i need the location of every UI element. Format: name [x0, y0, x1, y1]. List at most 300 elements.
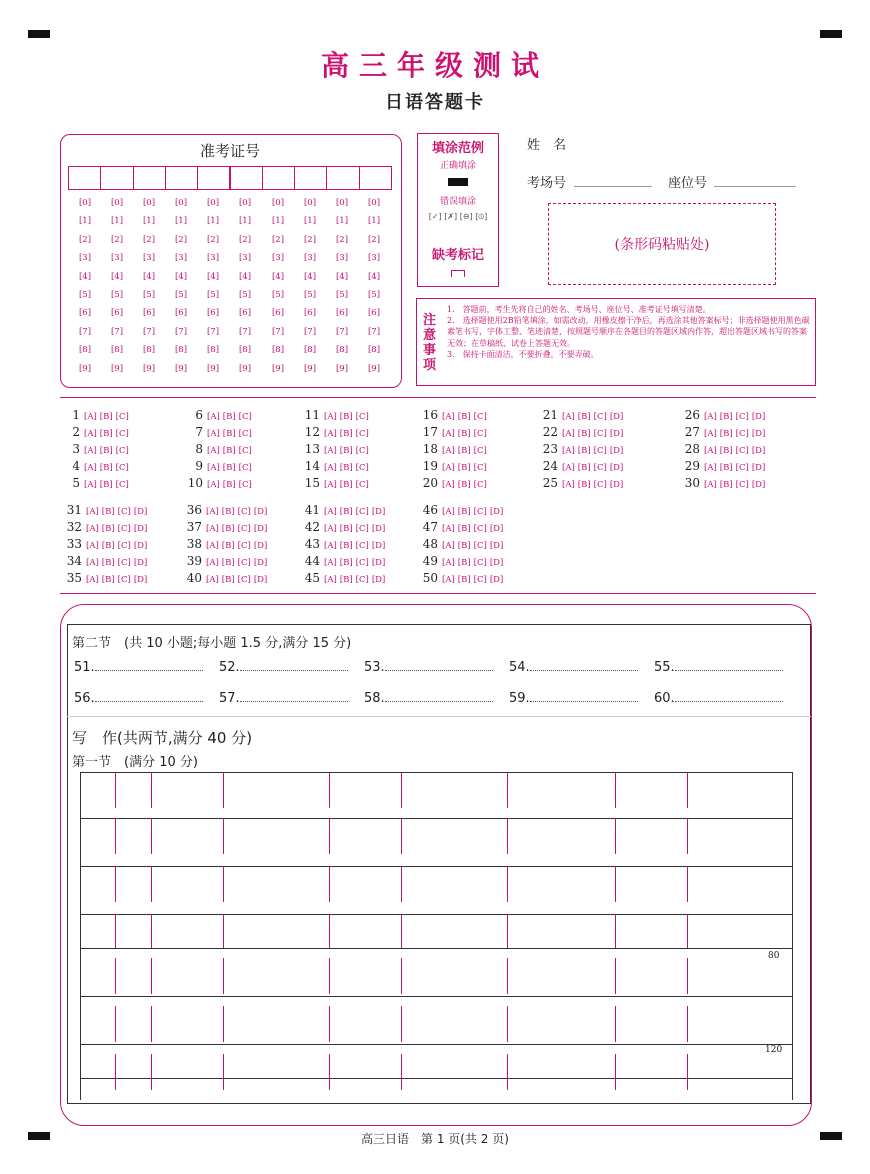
option-bubble[interactable]: [B]	[719, 463, 733, 473]
choice-question[interactable]	[300, 554, 388, 568]
option-bubble[interactable]: [C]	[237, 558, 251, 568]
choice-question[interactable]	[418, 425, 490, 439]
option-bubble[interactable]: [A]	[206, 575, 219, 585]
option-bubble[interactable]: [C]	[593, 480, 607, 490]
option-bubble[interactable]: [A]	[704, 480, 717, 490]
option-bubble[interactable]: [A]	[84, 446, 97, 456]
option-bubble[interactable]: [C]	[473, 412, 487, 422]
option-bubble[interactable]: [D]	[751, 412, 766, 422]
fill-blank-line[interactable]	[530, 659, 638, 671]
fill-blank[interactable]	[74, 690, 203, 706]
choice-question[interactable]	[66, 459, 132, 473]
digit-bubble[interactable]: [2]	[174, 234, 188, 245]
option-bubble[interactable]: [C]	[735, 446, 749, 456]
option-bubble[interactable]: [A]	[442, 558, 455, 568]
option-bubble[interactable]: [B]	[457, 446, 471, 456]
digit-bubble[interactable]: [4]	[78, 271, 92, 282]
option-bubble[interactable]: [B]	[99, 463, 113, 473]
digit-bubble[interactable]: [7]	[335, 326, 349, 337]
option-bubble[interactable]: [C]	[238, 480, 252, 490]
digit-bubble[interactable]: [7]	[142, 326, 156, 337]
digit-bubble[interactable]: [8]	[335, 345, 349, 356]
option-bubble[interactable]: [C]	[355, 429, 369, 439]
digit-bubble[interactable]: [0]	[78, 198, 92, 208]
option-bubble[interactable]: [A]	[442, 412, 455, 422]
digit-bubble[interactable]: [4]	[206, 271, 220, 282]
option-bubble[interactable]: [A]	[442, 463, 455, 473]
option-bubble[interactable]: [C]	[355, 524, 369, 534]
choice-question[interactable]	[182, 520, 270, 534]
option-bubble[interactable]: [A]	[86, 558, 99, 568]
option-bubble[interactable]: [D]	[751, 429, 766, 439]
option-bubble[interactable]: [C]	[355, 480, 369, 490]
fill-blank-line[interactable]	[530, 690, 638, 702]
choice-question[interactable]	[680, 476, 768, 490]
digit-bubble[interactable]: [4]	[238, 271, 252, 282]
option-bubble[interactable]: [C]	[355, 507, 369, 517]
choice-question[interactable]	[418, 503, 506, 517]
choice-question[interactable]	[62, 537, 150, 551]
digit-bubble[interactable]: [5]	[238, 289, 252, 300]
option-bubble[interactable]: [A]	[206, 541, 219, 551]
digit-bubble[interactable]: [8]	[78, 345, 92, 356]
option-bubble[interactable]: [A]	[84, 463, 97, 473]
digit-bubble[interactable]: [3]	[206, 253, 220, 264]
option-bubble[interactable]: [C]	[355, 558, 369, 568]
admission-digit-box[interactable]	[230, 166, 263, 190]
digit-bubble[interactable]: [3]	[174, 253, 188, 264]
choice-question[interactable]	[538, 476, 626, 490]
option-bubble[interactable]: [B]	[457, 412, 471, 422]
option-bubble[interactable]: [C]	[355, 446, 369, 456]
option-bubble[interactable]: [D]	[489, 575, 504, 585]
option-bubble[interactable]: [C]	[117, 507, 131, 517]
option-bubble[interactable]: [B]	[222, 429, 236, 439]
choice-question[interactable]	[182, 537, 270, 551]
fill-blank[interactable]	[654, 659, 783, 675]
digit-bubble[interactable]: [8]	[206, 345, 220, 356]
option-bubble[interactable]: [C]	[355, 575, 369, 585]
digit-bubble[interactable]: [4]	[174, 271, 188, 282]
choice-question[interactable]	[300, 520, 388, 534]
option-bubble[interactable]: [D]	[609, 463, 624, 473]
option-bubble[interactable]: [C]	[473, 429, 487, 439]
choice-question[interactable]	[62, 554, 150, 568]
option-bubble[interactable]: [D]	[609, 412, 624, 422]
option-bubble[interactable]: [B]	[577, 429, 591, 439]
option-bubble[interactable]: [B]	[221, 558, 235, 568]
option-bubble[interactable]: [A]	[562, 463, 575, 473]
option-bubble[interactable]: [D]	[371, 507, 386, 517]
option-bubble[interactable]: [D]	[253, 541, 268, 551]
option-bubble[interactable]: [A]	[442, 507, 455, 517]
digit-bubble[interactable]: [5]	[271, 289, 285, 300]
choice-question[interactable]	[680, 408, 768, 422]
option-bubble[interactable]: [B]	[339, 524, 353, 534]
digit-bubble[interactable]: [3]	[78, 253, 92, 264]
admission-digit-column[interactable]	[234, 198, 256, 382]
option-bubble[interactable]: [B]	[101, 541, 115, 551]
option-bubble[interactable]: [B]	[222, 463, 236, 473]
option-bubble[interactable]: [C]	[593, 446, 607, 456]
option-bubble[interactable]: [B]	[339, 480, 353, 490]
digit-bubble[interactable]: [7]	[271, 326, 285, 337]
choice-question[interactable]	[300, 476, 372, 490]
digit-bubble[interactable]: [8]	[271, 345, 285, 356]
choice-question[interactable]	[66, 476, 132, 490]
choice-question[interactable]	[418, 476, 490, 490]
option-bubble[interactable]: [D]	[133, 575, 148, 585]
option-bubble[interactable]: [B]	[101, 507, 115, 517]
option-bubble[interactable]: [A]	[562, 446, 575, 456]
digit-bubble[interactable]: [4]	[335, 271, 349, 282]
digit-bubble[interactable]: [0]	[110, 198, 124, 208]
choice-question[interactable]	[185, 425, 255, 439]
admission-digit-box[interactable]	[262, 166, 295, 190]
digit-bubble[interactable]: [9]	[335, 363, 349, 374]
choice-question[interactable]	[680, 425, 768, 439]
option-bubble[interactable]: [B]	[221, 541, 235, 551]
option-bubble[interactable]: [B]	[99, 446, 113, 456]
fill-blank[interactable]	[509, 690, 638, 706]
option-bubble[interactable]: [B]	[719, 446, 733, 456]
writing-grid[interactable]	[80, 772, 793, 1100]
option-bubble[interactable]: [C]	[238, 463, 252, 473]
digit-bubble[interactable]: [3]	[238, 253, 252, 264]
exam-room-field[interactable]	[574, 186, 652, 187]
option-bubble[interactable]: [A]	[86, 524, 99, 534]
fill-blank[interactable]	[219, 659, 348, 675]
choice-question[interactable]	[418, 520, 506, 534]
digit-bubble[interactable]: [0]	[174, 198, 188, 208]
option-bubble[interactable]: [B]	[457, 463, 471, 473]
digit-bubble[interactable]: [4]	[303, 271, 317, 282]
option-bubble[interactable]: [D]	[609, 480, 624, 490]
option-bubble[interactable]: [B]	[339, 541, 353, 551]
digit-bubble[interactable]: [7]	[238, 326, 252, 337]
option-bubble[interactable]: [A]	[206, 507, 219, 517]
admission-digit-column[interactable]	[106, 198, 128, 382]
option-bubble[interactable]: [B]	[99, 480, 113, 490]
option-bubble[interactable]: [A]	[442, 541, 455, 551]
option-bubble[interactable]: [B]	[221, 524, 235, 534]
choice-question[interactable]	[680, 459, 768, 473]
option-bubble[interactable]: [C]	[117, 541, 131, 551]
option-bubble[interactable]: [B]	[457, 575, 471, 585]
admission-digit-column[interactable]	[138, 198, 160, 382]
option-bubble[interactable]: [B]	[221, 575, 235, 585]
fill-blank-line[interactable]	[240, 659, 348, 671]
choice-question[interactable]	[182, 503, 270, 517]
option-bubble[interactable]: [B]	[457, 480, 471, 490]
option-bubble[interactable]: [A]	[324, 541, 337, 551]
admission-digit-box[interactable]	[133, 166, 166, 190]
choice-question[interactable]	[185, 476, 255, 490]
admission-digit-column[interactable]	[202, 198, 224, 382]
option-bubble[interactable]: [D]	[751, 446, 766, 456]
digit-bubble[interactable]: [5]	[110, 289, 124, 300]
choice-question[interactable]	[300, 425, 372, 439]
fill-blank[interactable]	[654, 690, 783, 706]
option-bubble[interactable]: [A]	[442, 575, 455, 585]
option-bubble[interactable]: [B]	[222, 446, 236, 456]
digit-bubble[interactable]: [1]	[303, 216, 317, 227]
digit-bubble[interactable]: [4]	[110, 271, 124, 282]
digit-bubble[interactable]: [7]	[367, 326, 381, 337]
admission-digit-column[interactable]	[299, 198, 321, 382]
admission-digit-box[interactable]	[68, 166, 101, 190]
option-bubble[interactable]: [B]	[221, 507, 235, 517]
option-bubble[interactable]: [A]	[207, 446, 220, 456]
digit-bubble[interactable]: [8]	[367, 345, 381, 356]
option-bubble[interactable]: [B]	[457, 558, 471, 568]
digit-bubble[interactable]: [6]	[110, 308, 124, 319]
option-bubble[interactable]: [C]	[735, 463, 749, 473]
choice-question[interactable]	[62, 503, 150, 517]
option-bubble[interactable]: [B]	[339, 463, 353, 473]
digit-bubble[interactable]: [4]	[142, 271, 156, 282]
option-bubble[interactable]: [A]	[324, 575, 337, 585]
digit-bubble[interactable]: [0]	[271, 198, 285, 208]
fill-blank-line[interactable]	[385, 659, 493, 671]
digit-bubble[interactable]: [3]	[335, 253, 349, 264]
option-bubble[interactable]: [A]	[704, 429, 717, 439]
fill-blank-line[interactable]	[240, 690, 348, 702]
digit-bubble[interactable]: [1]	[238, 216, 252, 227]
choice-question[interactable]	[418, 442, 490, 456]
digit-bubble[interactable]: [7]	[303, 326, 317, 337]
option-bubble[interactable]: [C]	[355, 463, 369, 473]
option-bubble[interactable]: [A]	[207, 463, 220, 473]
choice-question[interactable]	[185, 408, 255, 422]
digit-bubble[interactable]: [9]	[174, 363, 188, 374]
choice-question[interactable]	[300, 503, 388, 517]
option-bubble[interactable]: [D]	[253, 558, 268, 568]
option-bubble[interactable]: [B]	[577, 463, 591, 473]
option-bubble[interactable]: [A]	[324, 412, 337, 422]
option-bubble[interactable]: [C]	[237, 524, 251, 534]
option-bubble[interactable]: [C]	[473, 541, 487, 551]
option-bubble[interactable]: [D]	[371, 558, 386, 568]
digit-bubble[interactable]: [8]	[238, 345, 252, 356]
option-bubble[interactable]: [A]	[704, 446, 717, 456]
option-bubble[interactable]: [D]	[371, 541, 386, 551]
fill-blank[interactable]	[364, 690, 493, 706]
admission-digit-column[interactable]	[331, 198, 353, 382]
option-bubble[interactable]: [C]	[593, 463, 607, 473]
digit-bubble[interactable]: [5]	[367, 289, 381, 300]
choice-question[interactable]	[300, 571, 388, 585]
option-bubble[interactable]: [A]	[324, 558, 337, 568]
option-bubble[interactable]: [A]	[704, 412, 717, 422]
option-bubble[interactable]: [D]	[371, 575, 386, 585]
digit-bubble[interactable]: [4]	[367, 271, 381, 282]
admission-digit-column[interactable]	[170, 198, 192, 382]
digit-bubble[interactable]: [2]	[271, 234, 285, 245]
digit-bubble[interactable]: [6]	[206, 308, 220, 319]
choice-question[interactable]	[300, 408, 372, 422]
digit-bubble[interactable]: [9]	[367, 363, 381, 374]
digit-bubble[interactable]: [1]	[110, 216, 124, 227]
digit-bubble[interactable]: [2]	[367, 234, 381, 245]
option-bubble[interactable]: [C]	[473, 558, 487, 568]
option-bubble[interactable]: [A]	[84, 480, 97, 490]
digit-bubble[interactable]: [2]	[110, 234, 124, 245]
option-bubble[interactable]: [B]	[101, 524, 115, 534]
choice-question[interactable]	[418, 537, 506, 551]
digit-bubble[interactable]: [6]	[174, 308, 188, 319]
option-bubble[interactable]: [A]	[324, 524, 337, 534]
option-bubble[interactable]: [C]	[237, 575, 251, 585]
digit-bubble[interactable]: [1]	[335, 216, 349, 227]
option-bubble[interactable]: [A]	[206, 524, 219, 534]
option-bubble[interactable]: [A]	[84, 412, 97, 422]
option-bubble[interactable]: [D]	[609, 429, 624, 439]
seat-field[interactable]	[714, 186, 796, 187]
digit-bubble[interactable]: [9]	[271, 363, 285, 374]
fill-blank[interactable]	[74, 659, 203, 675]
option-bubble[interactable]: [A]	[442, 480, 455, 490]
absent-checkbox[interactable]	[451, 270, 465, 277]
choice-question[interactable]	[300, 537, 388, 551]
option-bubble[interactable]: [D]	[751, 463, 766, 473]
fill-blank[interactable]	[364, 659, 493, 675]
digit-bubble[interactable]: [8]	[110, 345, 124, 356]
option-bubble[interactable]: [C]	[473, 480, 487, 490]
choice-question[interactable]	[182, 571, 270, 585]
option-bubble[interactable]: [D]	[253, 575, 268, 585]
digit-bubble[interactable]: [0]	[303, 198, 317, 208]
digit-bubble[interactable]: [9]	[238, 363, 252, 374]
option-bubble[interactable]: [A]	[84, 429, 97, 439]
digit-bubble[interactable]: [9]	[78, 363, 92, 374]
option-bubble[interactable]: [A]	[86, 507, 99, 517]
option-bubble[interactable]: [B]	[577, 412, 591, 422]
choice-question[interactable]	[418, 408, 490, 422]
fill-blank-line[interactable]	[675, 690, 783, 702]
option-bubble[interactable]: [C]	[117, 558, 131, 568]
option-bubble[interactable]: [C]	[355, 541, 369, 551]
option-bubble[interactable]: [B]	[457, 524, 471, 534]
digit-bubble[interactable]: [9]	[303, 363, 317, 374]
option-bubble[interactable]: [B]	[457, 507, 471, 517]
option-bubble[interactable]: [C]	[593, 429, 607, 439]
digit-bubble[interactable]: [5]	[174, 289, 188, 300]
option-bubble[interactable]: [A]	[442, 429, 455, 439]
digit-bubble[interactable]: [8]	[174, 345, 188, 356]
choice-question[interactable]	[418, 459, 490, 473]
option-bubble[interactable]: [C]	[115, 446, 129, 456]
option-bubble[interactable]: [C]	[735, 480, 749, 490]
option-bubble[interactable]: [B]	[719, 412, 733, 422]
fill-blank-line[interactable]	[675, 659, 783, 671]
digit-bubble[interactable]: [4]	[271, 271, 285, 282]
option-bubble[interactable]: [C]	[115, 463, 129, 473]
admission-digit-column[interactable]	[74, 198, 96, 382]
digit-bubble[interactable]: [2]	[206, 234, 220, 245]
option-bubble[interactable]: [C]	[473, 524, 487, 534]
admission-digit-box[interactable]	[100, 166, 133, 190]
option-bubble[interactable]: [C]	[115, 480, 129, 490]
option-bubble[interactable]: [A]	[206, 558, 219, 568]
option-bubble[interactable]: [C]	[473, 507, 487, 517]
option-bubble[interactable]: [B]	[339, 575, 353, 585]
option-bubble[interactable]: [B]	[339, 507, 353, 517]
digit-bubble[interactable]: [2]	[142, 234, 156, 245]
digit-bubble[interactable]: [7]	[206, 326, 220, 337]
choice-question[interactable]	[418, 571, 506, 585]
option-bubble[interactable]: [C]	[735, 429, 749, 439]
option-bubble[interactable]: [B]	[457, 541, 471, 551]
option-bubble[interactable]: [A]	[562, 480, 575, 490]
admission-digit-column[interactable]	[267, 198, 289, 382]
digit-bubble[interactable]: [6]	[238, 308, 252, 319]
digit-bubble[interactable]: [2]	[238, 234, 252, 245]
digit-bubble[interactable]: [6]	[78, 308, 92, 319]
digit-bubble[interactable]: [0]	[238, 198, 252, 208]
option-bubble[interactable]: [A]	[562, 412, 575, 422]
digit-bubble[interactable]: [0]	[367, 198, 381, 208]
digit-bubble[interactable]: [5]	[335, 289, 349, 300]
option-bubble[interactable]: [B]	[457, 429, 471, 439]
digit-bubble[interactable]: [5]	[206, 289, 220, 300]
choice-question[interactable]	[66, 425, 132, 439]
option-bubble[interactable]: [D]	[751, 480, 766, 490]
digit-bubble[interactable]: [9]	[142, 363, 156, 374]
digit-bubble[interactable]: [6]	[335, 308, 349, 319]
digit-bubble[interactable]: [6]	[142, 308, 156, 319]
digit-bubble[interactable]: [7]	[110, 326, 124, 337]
option-bubble[interactable]: [B]	[222, 412, 236, 422]
option-bubble[interactable]: [B]	[577, 480, 591, 490]
digit-bubble[interactable]: [1]	[206, 216, 220, 227]
option-bubble[interactable]: [C]	[735, 412, 749, 422]
option-bubble[interactable]: [C]	[355, 412, 369, 422]
digit-bubble[interactable]: [3]	[110, 253, 124, 264]
digit-bubble[interactable]: [0]	[335, 198, 349, 208]
digit-bubble[interactable]: [3]	[271, 253, 285, 264]
option-bubble[interactable]: [A]	[207, 480, 220, 490]
digit-bubble[interactable]: [5]	[142, 289, 156, 300]
admission-digit-box[interactable]	[294, 166, 327, 190]
digit-bubble[interactable]: [1]	[78, 216, 92, 227]
choice-question[interactable]	[62, 520, 150, 534]
option-bubble[interactable]: [A]	[704, 463, 717, 473]
option-bubble[interactable]: [D]	[133, 524, 148, 534]
option-bubble[interactable]: [B]	[101, 558, 115, 568]
digit-bubble[interactable]: [1]	[367, 216, 381, 227]
option-bubble[interactable]: [B]	[222, 480, 236, 490]
digit-bubble[interactable]: [6]	[303, 308, 317, 319]
option-bubble[interactable]: [C]	[238, 412, 252, 422]
option-bubble[interactable]: [A]	[207, 429, 220, 439]
digit-bubble[interactable]: [2]	[335, 234, 349, 245]
option-bubble[interactable]: [D]	[133, 507, 148, 517]
option-bubble[interactable]: [A]	[562, 429, 575, 439]
choice-question[interactable]	[538, 459, 626, 473]
option-bubble[interactable]: [D]	[253, 507, 268, 517]
choice-question[interactable]	[538, 442, 626, 456]
option-bubble[interactable]: [D]	[489, 541, 504, 551]
digit-bubble[interactable]: [1]	[142, 216, 156, 227]
choice-question[interactable]	[300, 459, 372, 473]
choice-question[interactable]	[62, 571, 150, 585]
digit-bubble[interactable]: [7]	[78, 326, 92, 337]
option-bubble[interactable]: [D]	[371, 524, 386, 534]
choice-question[interactable]	[66, 408, 132, 422]
option-bubble[interactable]: [D]	[489, 507, 504, 517]
digit-bubble[interactable]: [3]	[367, 253, 381, 264]
